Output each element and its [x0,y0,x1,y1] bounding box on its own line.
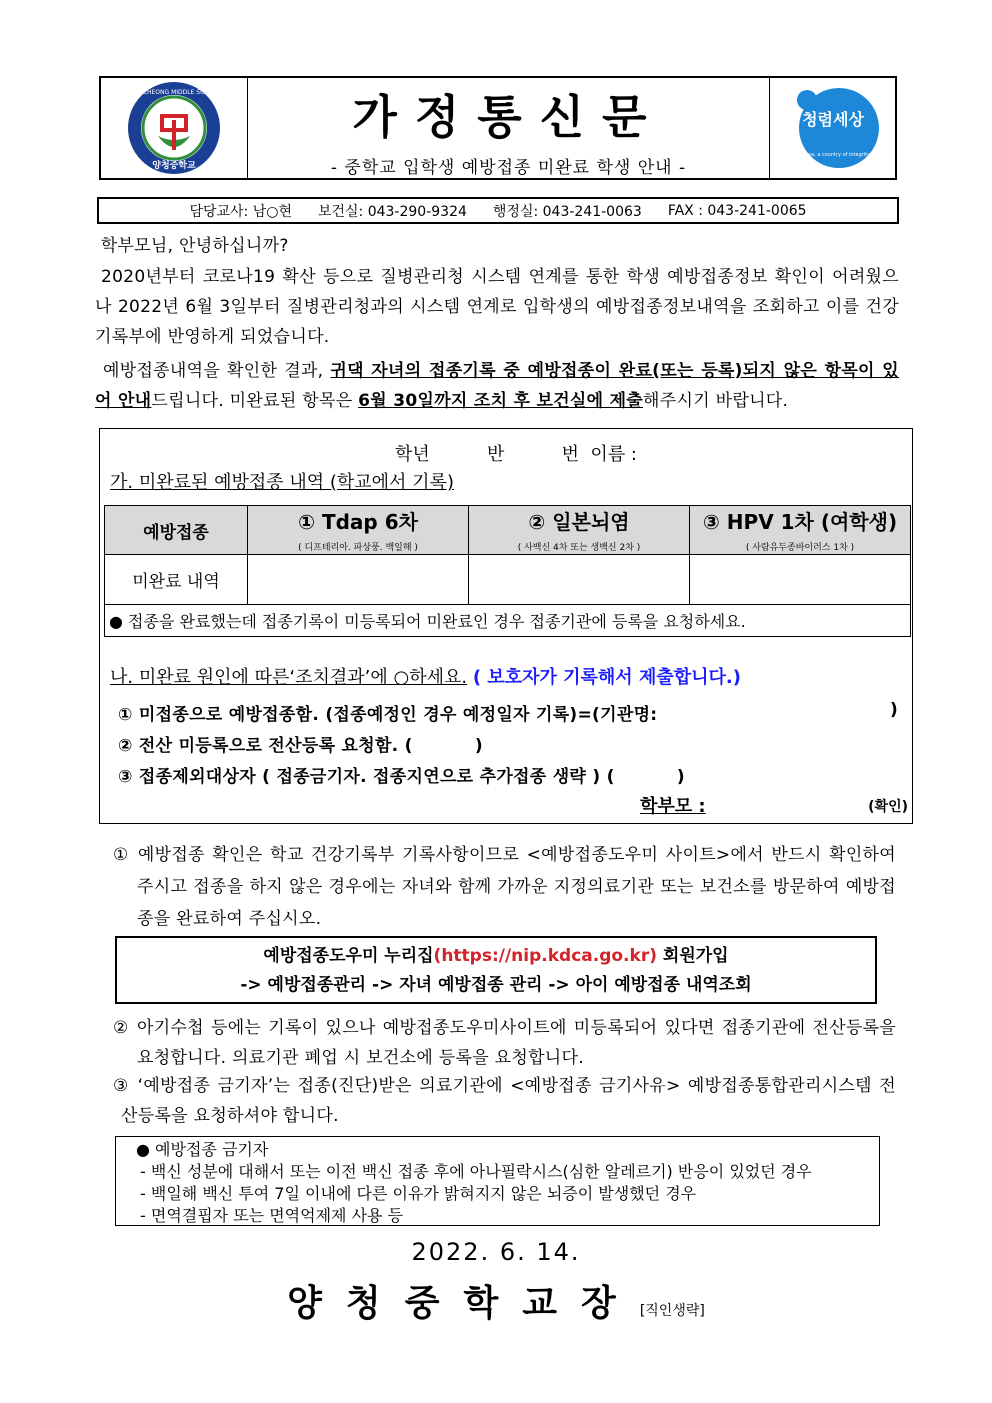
note-3: ③ ‘예방접종 금기자’는 접종(진단)받은 의료기관에 <예방접종 금기사유> 예방접종통합관리시스템 전산등록을 요청하셔야 합니다. [113,1076,896,1126]
integrity-emblem-icon [781,80,885,176]
teacher-name: 담당교사: 남○현 [189,203,292,220]
guardian-note: ( 보호자가 기록해서 제출합니다.) [472,667,741,688]
vaccination-table [104,505,911,637]
option-3[interactable]: ③ 접종제외대상자 ( 접종금기자. 접종지연으로 추가접종 생략 ) ( ) [118,767,685,787]
title-cell [248,78,770,178]
integrity-emblem [770,78,895,178]
contraindication-title: ● 예방접종 금기자 [136,1140,269,1159]
registration-note: ● 접종을 완료했는데 접종기록이 미등록되어 미완료인 경우 접종기관에 등록을 요청하세요. [105,605,911,637]
contraindication-item: - 백일해 백신 투여 7일 이내에 다른 이유가 밝혀지지 않은 뇌증이 발생했던 경우 [140,1184,697,1203]
section-a-title: 가. 미완료된 예방접종 내역 (학교에서 기록) [110,472,454,493]
nip-path: -> 예방접종관리 -> 자녀 예방접종 관리 -> 아이 예방접종 내역조회 [240,975,752,995]
intro-paragraph-2: 예방접종내역을 확인한 결과, 귀댁 자녀의 접종기록 중 예방접종이 완료(또는 등록)되지 않은 항목이 있어 안내드립니다. 미완료된 항목은 6월 30일까지 조치 후 보건실에 제출해주시기 바랍니다. [95,361,900,411]
health-room-phone: 보건실: 043-290-9324 [317,203,467,220]
confirm-label: (확인) [868,799,908,815]
admin-office-phone: 행정실: 043-241-0063 [492,203,642,220]
option-1-close: ) [890,700,899,720]
incomplete-cell-tdap[interactable] [248,555,469,605]
principal-signature [0,1275,992,1326]
issue-date: 2022. 6. 14. [411,1238,581,1266]
vaccine-col-je: ② 일본뇌염 ( 사백신 4차 또는 생백신 2차 ) [469,506,690,555]
fax-number: FAX : 043-241-0065 [667,202,807,219]
vaccine-col-hpv: ③ HPV 1차 (여학생) ( 사람유두종바이러스 1차 ) [690,506,911,555]
incomplete-cell-hpv[interactable] [690,555,911,605]
contraindication-item: - 면역결핍자 또는 면역억제제 사용 등 [140,1206,404,1225]
table-header-vaccine: 예방접종 [105,506,248,555]
nip-url-link[interactable]: (https://nip.kdca.go.kr) [433,946,657,966]
page-title: 가정통신문 [352,89,665,144]
student-info-line: 학년 반 번 이름 : [395,444,637,465]
note-1: ① 예방접종 확인은 학교 건강기록부 기록사항이므로 <예방접종도우미 사이트>에서 반드시 확인하여 주시고 접종을 하지 않은 경우에는 자녀와 함께 가까운 지정의료기관 또는 보건소를 방문하여 예방접종을 완료하여 주십시오. [113,845,896,929]
intro-paragraph-1: 2020년부터 코로나19 확산 등으로 질병관리청 시스템 연계를 통한 학생 예방접종정보 확인이 어려웠으나 2022년 6월 3일부터 질병관리청과의 시스템 연계로 입학생의 예방접종정보내역을 조회하고 이를 건강기록부에 반영하게 되었습니다. [95,267,899,347]
incomplete-row-label: 미완료 내역 [105,555,248,605]
school-logo-icon [126,80,222,176]
option-1[interactable]: ① 미접종으로 예방접종함. (접종예정인 경우 예정일자 기록)=(기관명: [118,705,658,725]
principal-name: 양청중학교장 [287,1282,640,1324]
school-logo [101,78,248,178]
section-b-title: 나. 미완료 원인에 따른‘조치결과’에 ○하세요. ( 보호자가 기록해서 제출합니다.) [110,667,741,688]
nip-guide-box: 예방접종도우미 누리집(https://nip.kdca.go.kr) 회원가입 -> 예방접종관리 -> 자녀 예방접종 관리 -> 아이 예방접종 내역조회 [115,936,877,1004]
page-subtitle: - 중학교 입학생 예방접종 미완료 학생 안내 - [330,157,687,178]
svg-text:청렴세상: 청렴세상 [801,110,864,129]
svg-text:Korea, a country of integrity: Korea, a country of integrity [799,152,870,158]
contraindication-item: - 백신 성분에 대해서 또는 이전 백신 접종 후에 아나필락시스(심한 알레르기) 반응이 있었던 경우 [140,1162,812,1181]
greeting: 학부모님, 안녕하십니까? [100,236,289,256]
contact-bar [97,197,899,224]
svg-text:양청중학교: 양청중학교 [152,161,196,171]
stamp-note: [직인생략] [639,1303,705,1319]
note-2: ② 아기수첩 등에는 기록이 있으나 예방접종도우미사이트에 미등록되어 있다면 접종기관에 전산등록을 요청합니다. 의료기관 폐업 시 보건소에 등록을 요청합니다. [113,1018,896,1068]
option-2[interactable]: ② 전산 미등록으로 전산등록 요청함. ( ) [118,736,483,756]
incomplete-cell-je[interactable] [469,555,690,605]
svg-text:YANGCHEONG MIDDLE SCHOOL: YANGCHEONG MIDDLE SCHOOL [126,89,222,96]
header-box [99,76,897,180]
parent-signature-line[interactable]: 학부모 : (확인) [640,796,908,817]
contraindication-box [115,1136,880,1226]
vaccine-col-tdap: ① Tdap 6차 ( 디프테리아. 파상풍. 백일해 ) [248,506,469,555]
